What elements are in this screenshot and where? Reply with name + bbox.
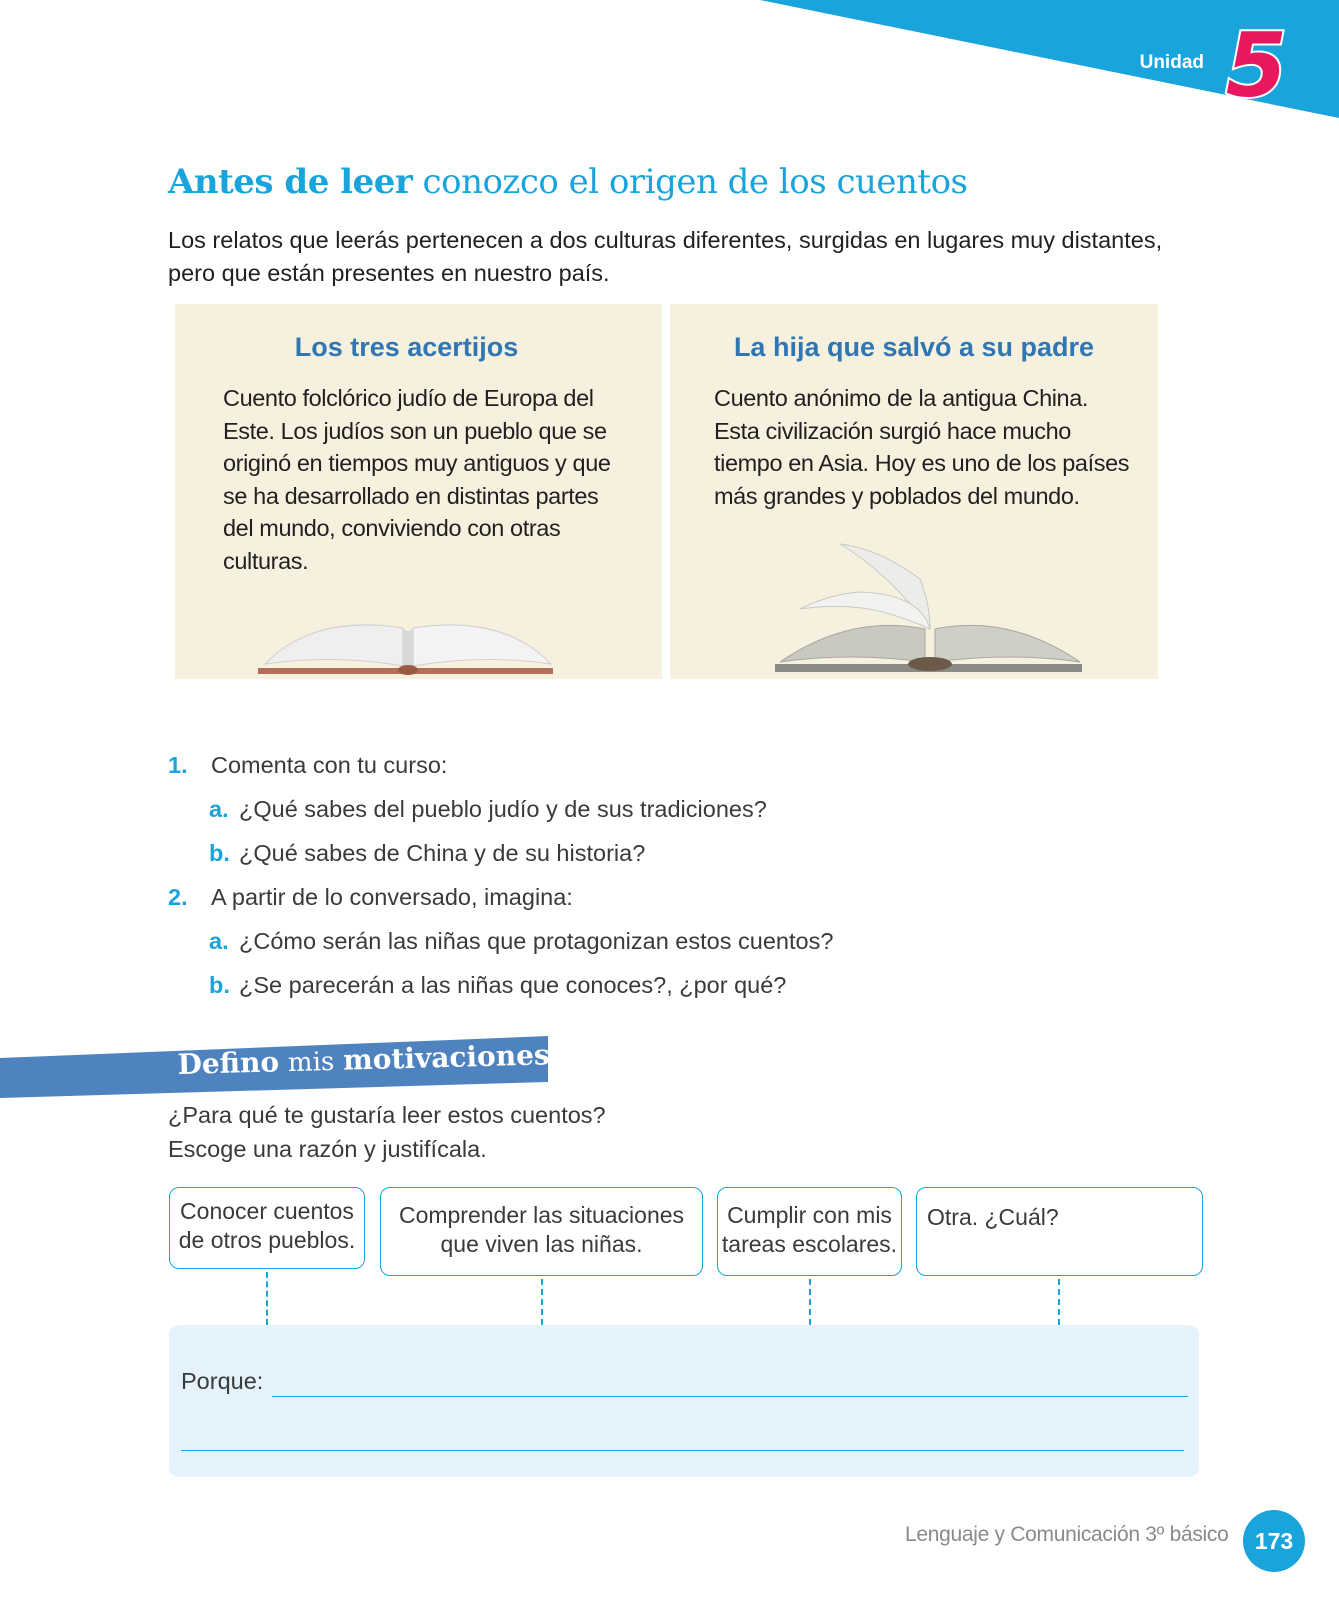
open-book-icon	[770, 534, 1090, 676]
item-text: ¿Cómo serán las niñas que protagonizan estos cuentos?	[239, 928, 834, 954]
option-line: tareas escolares.	[721, 1231, 898, 1257]
header-band	[0, 0, 1339, 130]
because-label: Porque:	[181, 1368, 264, 1394]
item-letter: b.	[209, 972, 230, 998]
banner-word: mis	[287, 1046, 335, 1079]
card-text: Cuento anónimo de la antigua China. Esta civilización surgió hace mucho tiempo en Asia. Hoy es uno de los países más grandes y poblados del mundo.	[714, 385, 1130, 509]
prompt-line: Escoge una razón y justifícala.	[168, 1136, 487, 1162]
prompt-line: ¿Para qué te gustaría leer estos cuentos?	[168, 1102, 606, 1128]
item-text: ¿Qué sabes de China y de su historia?	[239, 840, 646, 866]
intro-paragraph: Los relatos que leerás pertenecen a dos culturas diferentes, surgidas en lugares muy distantes, pero que están presentes en nuestro país.	[168, 227, 1163, 286]
item-text: ¿Se parecerán a las niñas que conoces?, ¿por qué?	[239, 972, 787, 998]
page-title	[168, 162, 968, 202]
question-number: 2.	[168, 884, 188, 910]
title-rest: conozco el origen de los cuentos	[412, 162, 968, 202]
answer-box	[169, 1325, 1199, 1477]
item-letter: b.	[209, 840, 230, 866]
title-bold: Antes de leer	[168, 162, 413, 202]
connector-line	[809, 1279, 811, 1325]
question-1	[168, 752, 447, 779]
unit-number: 5	[1225, 14, 1287, 117]
page-number: 173	[1243, 1510, 1305, 1572]
option-understand-situations[interactable]	[380, 1187, 703, 1276]
connector-line	[266, 1272, 268, 1325]
answer-line[interactable]	[272, 1396, 1188, 1397]
banner-word: motivaciones	[342, 1038, 551, 1077]
card-heading: La hija que salvó a su padre	[733, 332, 1095, 362]
option-line: Otra. ¿Cuál?	[927, 1204, 1059, 1230]
question-2	[168, 884, 573, 911]
question-2a	[209, 928, 833, 955]
option-line: de otros pueblos.	[178, 1227, 356, 1253]
connector-line	[1058, 1279, 1060, 1325]
question-number: 1.	[168, 752, 188, 778]
question-1a	[209, 796, 767, 823]
item-letter: a.	[209, 928, 229, 954]
motivation-prompt	[168, 1098, 606, 1166]
question-text: Comenta con tu curso:	[211, 752, 448, 778]
option-school-tasks[interactable]	[717, 1187, 902, 1276]
item-letter: a.	[209, 796, 229, 822]
option-other-peoples[interactable]	[169, 1187, 365, 1269]
unit-label: Unidad	[1139, 52, 1204, 73]
question-1b	[209, 840, 645, 867]
story-card-jewish	[175, 304, 662, 679]
story-card-china	[670, 304, 1158, 679]
footer-subject: Lenguaje y Comunicación 3º básico	[905, 1523, 1229, 1546]
option-line: Cumplir con mis	[727, 1202, 892, 1228]
option-line: que viven las niñas.	[440, 1231, 643, 1257]
item-text: ¿Qué sabes del pueblo judío y de sus tradiciones?	[239, 796, 767, 822]
option-line: Comprender las situaciones	[398, 1202, 685, 1228]
connector-line	[541, 1279, 543, 1325]
banner-word: Defino	[177, 1045, 280, 1081]
question-text: A partir de lo conversado, imagina:	[211, 884, 573, 910]
card-heading: Los tres acertijos	[294, 332, 519, 362]
question-2b	[209, 972, 786, 999]
option-line: Conocer cuentos	[180, 1198, 354, 1224]
option-other[interactable]	[916, 1187, 1203, 1276]
answer-line[interactable]	[181, 1450, 1184, 1451]
open-book-icon	[253, 594, 563, 676]
card-text: Cuento folclórico judío de Europa del Este. Los judíos son un pueblo que se originó en tiempos muy antiguos y que se ha desarrollado en distintas partes del mundo, conviviendo con otras culturas.	[223, 385, 611, 574]
